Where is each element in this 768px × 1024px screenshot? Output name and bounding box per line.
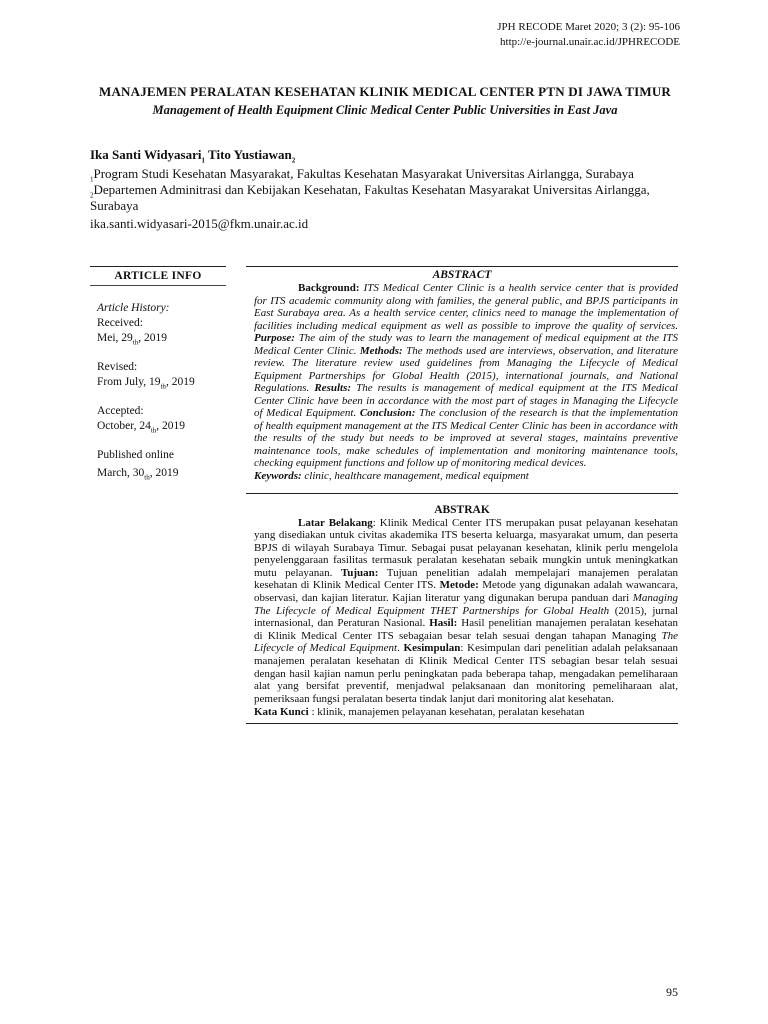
abstrak-heading: ABSTRAK — [434, 503, 490, 516]
abstract-results-label: Results: — [314, 382, 352, 394]
abstract-body: Background: ITS Medical Center Clinic is a health service center that is provided for ITS academic community along with families, the general public, and BPJS participants in East Surabaya area. As a health service center, clinics need to manage the implementation of facilities including medical equipment as well as possible to improve the quality of services. Purpose: The aim of the study was to learn the management of medical equipment at the ITS Medical Center Clinic. Methods: The methods used are interviews, observation, and literature review. The literature review used guidelines from Managing the Lifecycle of Medical Equipment Partnerships for Global Health (2015), international journals, and National Regulations. Results: The results is management of medical equipment at the ITS Medical Center Clinic have been in accordance with the most part of stages in Managing the Lifecycle of Medical Equipment. Conclusion: The conclusion of the research is that the implementation of health equipment management at the ITS Medical Center Clinic has been in accordance with the results of the study but needs to be improved at several stages, maintains preventive maintenance tools, make schedules of implementation and monitoring maintenance tools, checking equipment functions and follow up of monitoring medical devices. — [254, 282, 678, 469]
author-1: Ika Santi Widyasari — [90, 147, 202, 162]
abstrak-kata-kunci — [254, 706, 678, 719]
abstract-conclusion-label: Conclusion: — [359, 407, 416, 419]
received-label: Received: — [97, 317, 143, 329]
author-names — [90, 147, 680, 163]
abstrak-bottom-rule — [246, 723, 678, 724]
abstrak-tujuan-label: Tujuan: — [340, 566, 379, 579]
keywords-label: Keywords: — [254, 469, 302, 482]
accepted-date: October, $24_{th}$, 2019 — [97, 420, 186, 435]
abstrak-hasil-label: Hasil: — [429, 617, 458, 630]
aff-2-text: Departemen Adminitrasi dan Kebijakan Kesehatan, Fakultas Kesehatan Masyarakat Universitas Airlangga, Surabaya — [90, 182, 650, 213]
article-history-label: Article History: — [97, 302, 170, 314]
article-info-top-rule — [90, 266, 226, 267]
abstract-keywords — [254, 470, 678, 483]
abstract-methods-label: Methods: — [359, 344, 403, 357]
aff-1-num: 1 — [90, 175, 94, 184]
kata-kunci-text: : klinik, manajemen pelayanan kesehatan, peralatan kesehatan — [308, 706, 585, 719]
abstrak-body: Latar Belakang: Klinik Medical Center ITS merupakan pusat pelayanan kesehatan yang disediakan untuk civitas akademika ITS beserta keluarga, masyarakat umum, dan peserta BPJS di wilayah Surabaya Timur. Sebagai pusat pelayanan kesehatan, klinik perlu mengelola penyelenggaraan fasilitas termasuk peralatan kesehatan sebaik mungkin untuk meningkatkan mutu pelayanan. Tujuan: Tujuan penelitian adalah mempelajari manajemen peralatan kesehatan di Klinik Medical Center ITS. Metode: Metode yang digunakan adalah wawancara, observasi, dan kajian literatur. Kajian literatur yang digunakan berupa panduan dari Managing The Lifecycle of Medical Equipment THET Partnerships for Global Health (2015), jurnal internasional, dan Peraturan Nasional. Hasil: Hasil penelitian manajemen peralatan kesehatan di Klinik Medical Center ITS sebagaian besar telah sesuai dengan tahapan Managing The Lifecycle of Medical Equipment. Kesimpulan: Kesimpulan dari penelitian adalah pelaksanaan manajemen peralatan kesehatan di Klinik Medical Center ITS sebagian besar telah sesuai dengan hasil kajian namun perlu peningkatan pada beberapa tahap, mengadakan pemeliharaan alat yang bersifat preventif, menjadwal pelaksanaan dan monitoring pemeliharaan alat, pemeriksaan fungsi peralatan beserta tindak lanjut dari monitoring alat kesehatan. — [254, 516, 679, 705]
aff-1-text: Program Studi Kesehatan Masyarakat, Fakultas Kesehatan Masyarakat Universitas Airlangga, Surabaya — [93, 166, 634, 181]
article-info-column — [90, 266, 226, 481]
abstrak-metode-label: Metode: — [439, 579, 479, 592]
author-1-sup: 1 — [201, 156, 206, 165]
kata-kunci-label: Kata Kunci — [254, 706, 309, 719]
title-block — [90, 84, 680, 118]
title-english: Management of Health Equipment Clinic Medical Center Public Universities in East Java — [152, 103, 618, 117]
affiliation-2 — [90, 182, 680, 214]
journal-citation: JPH RECODE Maret 2020; 3 (2): 95-106 — [497, 21, 680, 33]
abstract-purpose-label: Purpose: — [254, 332, 295, 344]
author-2: Tito Yustiawan — [205, 147, 292, 162]
page-number: 95 — [666, 985, 678, 999]
article-info-heading: ARTICLE INFO — [114, 270, 202, 282]
abstrak-kesimpulan-label: Kesimpulan — [403, 642, 461, 655]
revised-label: Revised: — [97, 361, 138, 373]
authors-block — [90, 147, 680, 232]
abstrak-lb-label: Latar Belakang — [298, 516, 373, 529]
author-2-sup: 2 — [291, 156, 296, 165]
revised-date: From July, $19_{th}$, 2019 — [97, 376, 195, 391]
accepted-label: Accepted: — [97, 405, 144, 417]
affiliation-1 — [90, 166, 680, 182]
abstract-column — [246, 266, 678, 724]
journal-url[interactable]: http://e-journal.unair.ac.id/JPHRECODE — [500, 36, 680, 48]
abstract-heading: ABSTRACT — [432, 269, 492, 281]
author-email[interactable]: ika.santi.widyasari-2015@fkm.unair.ac.id — [90, 216, 309, 231]
abstract-top-rule — [246, 266, 678, 267]
abstract-divider — [246, 493, 678, 494]
aff-2-num: 2 — [90, 191, 94, 200]
published-date: March, $30_{th}$, 2019 — [97, 467, 179, 482]
title-indonesian: MANAJEMEN PERALATAN KESEHATAN KLINIK MEDICAL CENTER PTN DI JAWA TIMUR — [98, 84, 671, 99]
received-date: Mei, $29_{th}$, 2019 — [97, 332, 167, 347]
keywords-text: clinic, healthcare management, medical equipment — [301, 469, 529, 482]
article-info-heading-rule — [90, 285, 226, 286]
journal-header — [497, 20, 680, 50]
abstract-background-label: Background: — [298, 282, 360, 294]
published-label: Published online — [97, 449, 174, 461]
